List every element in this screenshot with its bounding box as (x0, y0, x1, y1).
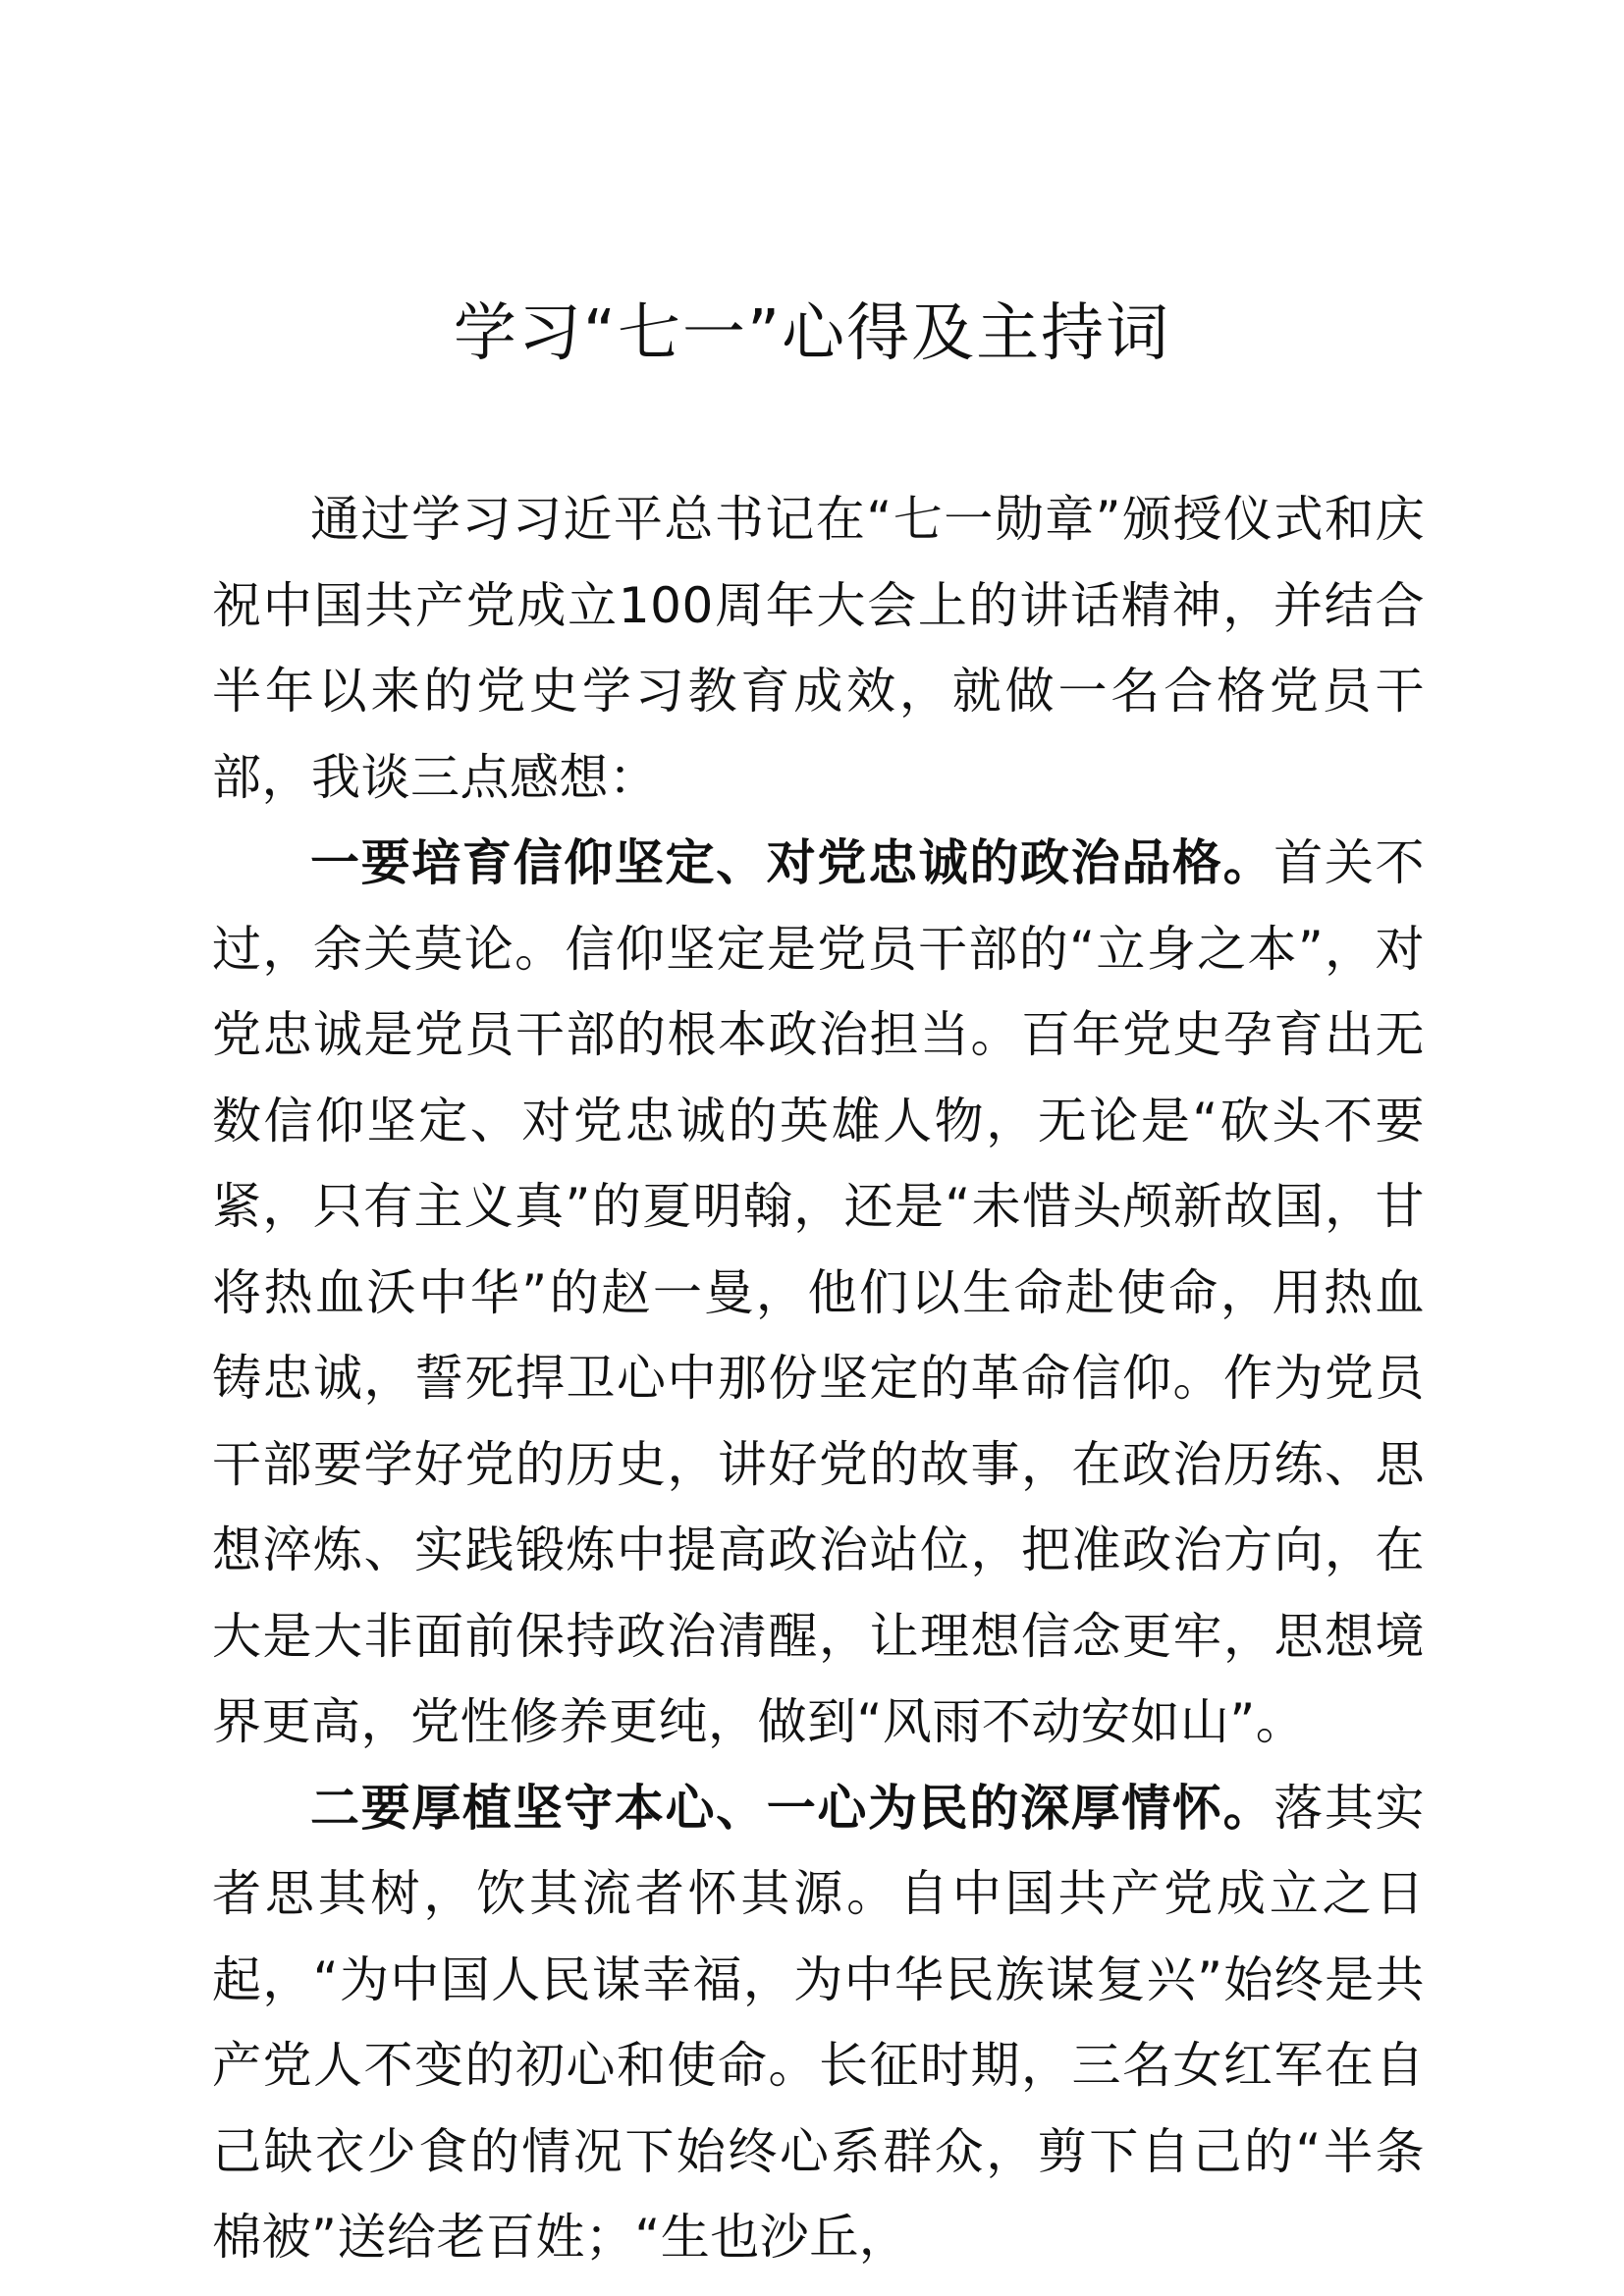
paragraph-intro (212, 477, 1425, 821)
paragraph-lead: 二要厚植坚守本心、一心为民的深厚情怀。 (310, 1779, 1274, 1837)
paragraph-point-one (212, 821, 1425, 1766)
paragraph-text: 落其实者思其树，饮其流者怀其源。自中国共产党成立之日起，“为中国人民谋幸福，为中华民族谋复兴”始终是共产党人不变的初心和使命。长征时期，三名女红军在自己缺衣少食的情况下始终心系群众，剪下自己的“半条棉被”送给老百姓；“生也沙丘， (212, 1779, 1426, 2266)
document-title: 学习“七一”心得及主持词 (453, 297, 1171, 370)
paragraph-text: 通过学习习近平总书记在“七一勋章”颁授仪式和庆祝中国共产党成立100周年大会上的讲话精神，并结合半年以来的党史学习教育成效，就做一名合格党员干部，我谈三点感想： (212, 491, 1425, 806)
document-body (212, 477, 1425, 2281)
paragraph-lead: 一要培育信仰坚定、对党忠诚的政治品格。 (310, 834, 1274, 891)
paragraph-point-two (212, 1766, 1425, 2281)
paragraph-text: 首关不过，余关莫论。信仰坚定是党员干部的“立身之本”，对党忠诚是党员干部的根本政治担当。百年党史孕育出无数信仰坚定、对党忠诚的英雄人物，无论是“砍头不要紧，只有主义真”的夏明翰，还是“未惜头颅新故国，甘将热血沃中华”的赵一曼，他们以生命赴使命，用热血铸忠诚，誓死捍卫心中那份坚定的革命信仰。作为党员干部要学好党的历史，讲好党的故事，在政治历练、思想淬炼、实践锻炼中提高政治站位，把准政治方向，在大是大非面前保持政治清醒，让理想信念更牢，思想境界更高，党性修养更纯，做到“风雨不动安如山”。 (212, 834, 1426, 1750)
